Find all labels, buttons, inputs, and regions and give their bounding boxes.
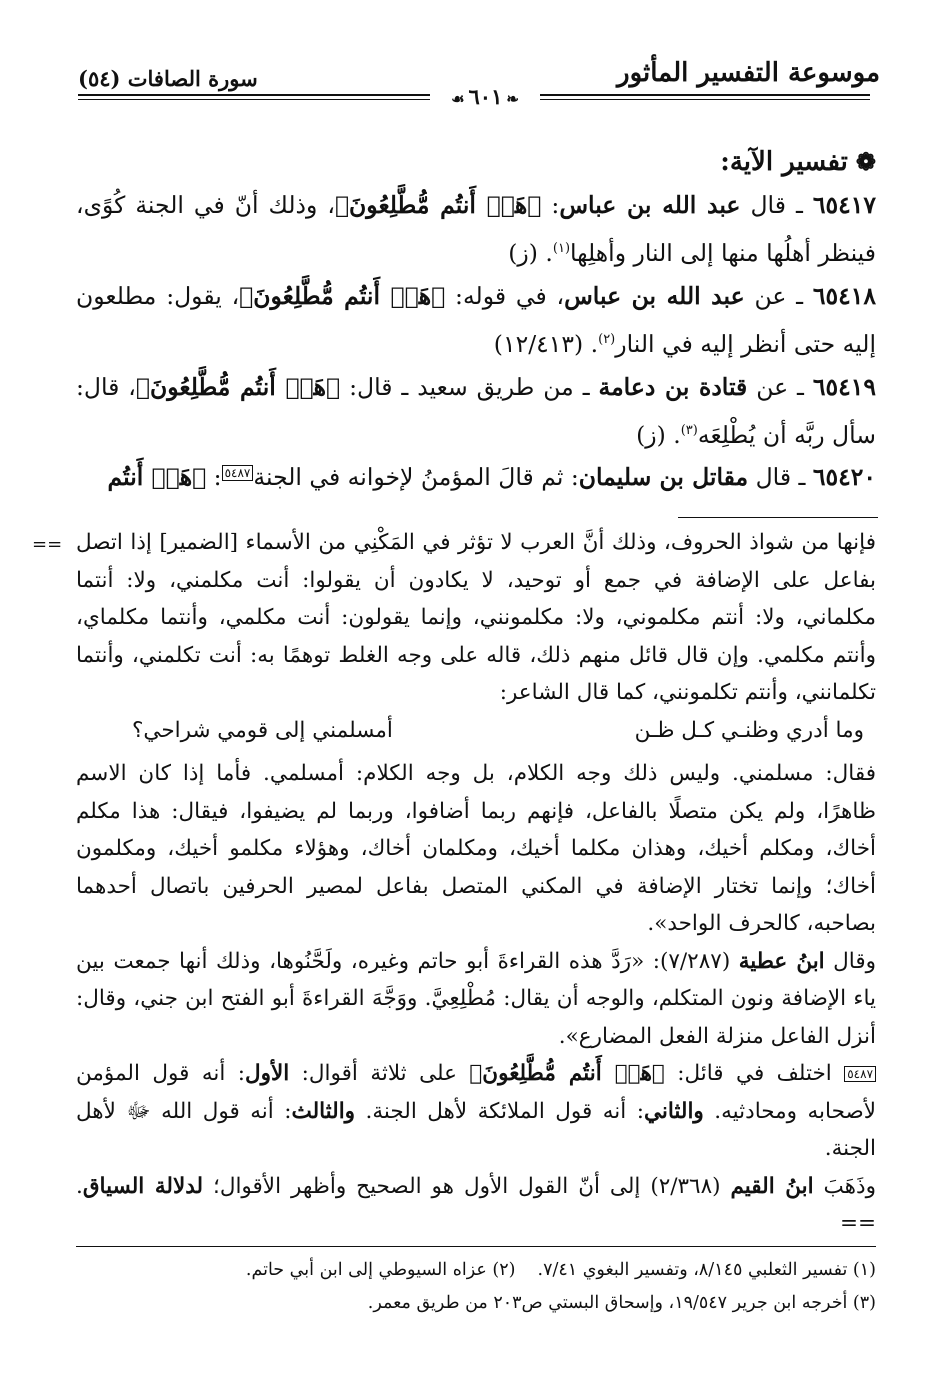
continuation-mark: == [32,534,63,555]
footnote-ref[interactable]: (١) [552,241,571,256]
footnote-ref[interactable]: (٢) [598,331,616,347]
quran-verse: ﴿هَلۡ أَنتُم [107,463,207,492]
footnote-3: (٣) أخرجه ابن جرير ١٩/٥٤٧، وإسحاق البستي ص٢٠٣ من طريق معمر. [367,1293,876,1313]
entry-65420: ٦٥٤٢٠ ـ قال مقاتل بن سليمان: ثم قالَ المؤمنُ لإخوانه في الجنة٥٤٨٧: ﴿هَلۡ أَنتُم [107,463,876,492]
verse-second-hemistich: أمسلمني إلى قومي شراحي؟ [132,717,393,743]
narrator: مقاتل بن سليمان [578,463,749,492]
quran-verse: ﴿هَلۡ أَنتُم مُّطَّلِعُونَ﴾ [135,372,341,401]
note-paragraph: فإنها من شواذ الحروف، وذلك أنَّ العرب لا تؤثر في المَكْنِي من الأسماء [الضمير] إذا اتصل بفاعل على الإضافة في جمع أو توحيد، لا يكادون أن يقولوا: أنت مكلمني، ولا: أنتما مكلماني، ولا: أنتم مكلموني، ولا: مكلمونني، وإنما يقولون: أنت مكلمي، وأنتما مكلماي، وأنتم مكلمي. وإن قال قائل منهم ذلك، قاله على وجه الغلط توهمًا به: أنت تكلمني، وأنتما تكلمانني، وأنتم تكلمونني، كما قال الشاعر: [76,530,876,705]
narrator: قتادة بن دعامة [598,372,748,401]
entry-65418: ٦٥٤١٨ ـ عن عبد الله بن عباس، في قوله: ﴿هَلۡ أَنتُم مُّطَّلِعُونَ﴾، يقول: مطلعون إليه حتى أنظر إليه في النار$^{(٢)}$. (١٢/٤١٣) [76,281,876,358]
narrator: عبد الله بن عباس [564,281,745,310]
footnotes-separator [76,1246,876,1247]
verse-first-hemistich: وما أدري وظنـي كـل ظـن [634,717,864,743]
footnote-ref[interactable]: (٣) [680,422,698,438]
section-heading: ❁تفسير الآية: [720,147,876,177]
page-number: ❧٦٠١☙ [430,84,540,109]
notes-section [76,524,876,1243]
note-ibn-alqayyim: وذَهَبَ ابنُ القيم (٢/٣٦٨) إلى أنّ القول الأول هو الصحيح وأظهر الأقوال؛ لدلالة السياق. == [76,1173,876,1236]
commentary-ref-box[interactable]: ٥٤٨٧ [222,465,254,481]
notes-separator [678,517,878,518]
ornament-icon: ☙ [451,90,465,108]
quran-verse: ﴿هَلۡ أَنتُم مُّطَّلِعُونَ﴾ [239,281,446,310]
surah-name: سورة الصافات (٥٤) [78,66,258,91]
quran-verse: ﴿هَلۡ أَنتُم مُّطَّلِعُونَ﴾ [469,1061,665,1086]
footnote-2: (٢) عزاه السيوطي إلى ابن أبي حاتم. [245,1260,516,1280]
footnote-1: (١) تفسير الثعلبي ٨/١٤٥، وتفسير البغوي ٧/٤١. [537,1260,876,1280]
quran-verse: ﴿هَلۡ أَنتُم مُّطَّلِعُونَ﴾ [334,191,542,219]
ornament-icon: ❧ [506,90,519,108]
flower-icon: ❁ [855,147,876,176]
book-title: موسوعة التفسير المأثور [617,58,880,88]
footnote-line [76,1254,876,1287]
footnote-line [76,1287,876,1320]
main-text [76,140,876,499]
footnotes [76,1254,876,1320]
entry-65417: ٦٥٤١٧ ـ قال عبد الله بن عباس: ﴿هَلۡ أَنتُم مُّطَّلِعُونَ﴾، وذلك أنّ في الجنة كُوًى، فينظر أهلُها منها إلى النار وأهلِها$^{(١)}$. (ز) [76,191,876,267]
poetry-verse [76,712,876,750]
note-ibn-atiyyah: وقال ابنُ عطية (٧/٢٨٧): «رَدَّ هذه القراءةَ أبو حاتم وغيره، ولَحَّنُوها، وذلك أنها جمعت بين ياء الإضافة ونون المتكلم، والوجه أن يقال: مُطْلِعِيَّ. ووَجَّهَ القراءةَ أبو الفتح ابن جني، وقال: أنزل الفاعل منزلة الفعل المضارع». [76,948,876,1049]
note-5487: ٥٤٨٧ اختلف في قائل: ﴿هَلۡ أَنتُم مُّطَّلِعُونَ﴾ على ثلاثة أقوال: الأول: أنه قول المؤمن لأصحابه ومحادثيه. والثاني: أنه قول الملائكة لأهل الجنة. والثالث: أنه قول الله ﷻ لأهل الجنة. [76,1061,876,1161]
narrator: عبد الله بن عباس [559,191,741,219]
commentary-ref-box[interactable]: ٥٤٨٧ [844,1066,876,1082]
note-paragraph: فقال: مسلمني. وليس ذلك وجه الكلام، بل وجه الكلام: أمسلمي. فأما إذا كان الاسم ظاهرًا، ولم يكن متصلًا بالفاعل، فإنهم ربما أضافوا، وربما لم يضيفوا، فيقال: هذا مكلم أخاك، ومكلم أخيك، وهذان مكلما أخيك، ومكلمان أخاك، وهؤلاء مكلمو أخيك، ومكلمون أخاك؛ وإنما تختار الإضافة في المكني المتصل بفاعل لمصير الحرفين باتصال أحدهما بصاحبه، كالحرف الواحد». [76,761,876,936]
entry-65419: ٦٥٤١٩ ـ عن قتادة بن دعامة ـ من طريق سعيد ـ قال: ﴿هَلۡ أَنتُم مُّطَّلِعُونَ﴾، قال: سأل ربَّه أن يُطْلِعَه$^{(٣)}$. (ز) [76,372,876,449]
